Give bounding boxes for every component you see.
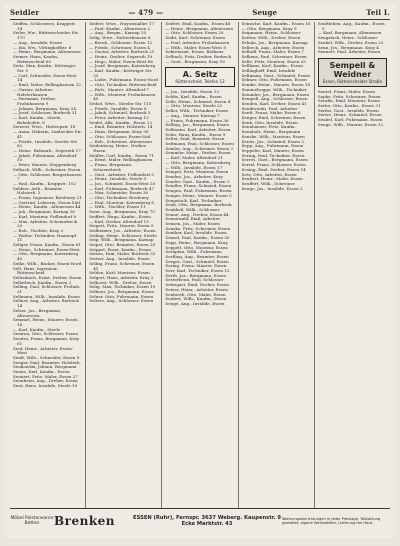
directory-entry: Seiffert, Hugo, Kaufm., Essen bbox=[89, 213, 151, 219]
directory-entry: Senftleben, Aug., Kaufm., Essen 9 bbox=[317, 22, 385, 31]
directory-entry: — Peter, Maurer, Stoppenberg bbox=[13, 162, 77, 168]
directory-entry: Seuffert, Wilh., Schreiner bbox=[241, 180, 295, 186]
directory-entry: Selle, Fritz, Monteur, Essen 25 bbox=[241, 58, 306, 64]
directory-entry: Sellenbach, Ernst, Dreher, Essen bbox=[13, 274, 82, 280]
column-3 bbox=[162, 22, 238, 509]
directory-entry: Serbe, Otto, Kaufm., Essen 31 bbox=[317, 103, 381, 109]
directory-entry: Serr, Karl, Techniker, Essen 12 bbox=[165, 268, 230, 274]
directory-entry: Sertel, Franz, Schlosser, Essen bbox=[241, 162, 306, 168]
directory-entry: Sensen, Jos., Maler, Essen bbox=[165, 221, 220, 227]
directory-entry: Sentis, Jos., Schmied, Essen 2 bbox=[241, 138, 304, 144]
directory-entry: Senger, Heinr., Maurer, Essen 5 bbox=[165, 192, 232, 198]
directory-entry: Selhoff, Franz, Maler, Essen 7 bbox=[241, 49, 304, 55]
directory-entry: Seibel, Wwe., Steeler Str. 115 bbox=[89, 100, 152, 106]
directory-entry: — Otto, Bergmann, Katernberg bbox=[165, 159, 231, 165]
directory-entry: — Franz, Ingenieur, Bredeney 21 bbox=[13, 195, 82, 201]
directory-entry: Senf, Heinr., Arbeiter, Essen-West bbox=[13, 345, 74, 356]
directory-entry: Semmler, Heinr., Dreher, Essen bbox=[165, 150, 231, 156]
directory-entry: Sennholz, Heinr., Bergmann bbox=[241, 129, 301, 135]
directory-entry: Seller, Wilh., Techniker, Essen bbox=[165, 108, 229, 114]
directory-entry: — Hermann, Dreher, Frohnhausen 9 bbox=[13, 96, 57, 106]
header-rule bbox=[10, 19, 390, 20]
directory-entry: Sentel, Franz, Maler, Essen bbox=[317, 88, 376, 94]
directory-entry: — Heinr., Bergmann, Altenessen bbox=[13, 49, 81, 55]
directory-entry: — Heinr., Schreiner, Essen-West bbox=[13, 246, 80, 252]
directory-entry: Selders, Arth., Beamter, Holsterh. 3 bbox=[13, 185, 63, 196]
directory-entry: Seifert, Emil, Kaufm., Essen 48 bbox=[165, 22, 231, 26]
directory-entry: Sendrowski, Paul, Arbeiter bbox=[241, 105, 298, 111]
directory-entry: — Otto, Monteur, Steele 22 bbox=[165, 103, 223, 109]
directory-entry: — Gust., Arbeiter, Frillendorf 3 bbox=[89, 171, 154, 177]
directory-entry: Serwe, Heinr., Schmied, Essen bbox=[317, 112, 382, 118]
directory-entry: — Otto, Schlosser, Bergerhausen 7 bbox=[13, 171, 82, 182]
directory-entry: Serres, Gust., Bergmann, Essen bbox=[241, 157, 308, 163]
directory-entry: — Wilh., Monteur, Frohnhausen 40 bbox=[89, 91, 156, 102]
directory-entry: Semrau, Otto, Schlosser, Essen bbox=[13, 331, 78, 337]
directory-entry: — Heinr., Invalide, Steele 9 bbox=[89, 176, 147, 182]
directory-entry: Serfas, Gust., Invalide, Essen bbox=[317, 107, 379, 113]
directory-entry: Sellerbeck, Kaufm., Essen 2 bbox=[13, 279, 72, 285]
directory-entry: Sengstock, Karl, Techniker bbox=[165, 197, 222, 203]
directory-entry: Seuge, Aug., Invalide, Essen bbox=[165, 300, 225, 306]
directory-entry: Seppelt, Otto, Monteur, Essen bbox=[165, 244, 228, 250]
directory-entry: Senkbeil, Wilh., Schlosser bbox=[165, 206, 220, 212]
advert-line: Rüttenscheid, Telefon 12 bbox=[175, 79, 225, 85]
directory-entry: Sellmer, Jos., Bergmann, Essen bbox=[89, 289, 155, 295]
directory-entry: — Rob., Tischler, Kray 3 bbox=[13, 227, 64, 233]
header-part-label: Teil I. bbox=[366, 8, 390, 17]
directory-entry: Selm, Hans, Kaufm., Essen 9 bbox=[165, 131, 226, 137]
directory-entry: Sepp, Heinr., Bergmann, Kray bbox=[165, 239, 228, 245]
directory-entry: Sender, Gust., Kaufm., Essen 3 bbox=[165, 178, 230, 184]
directory-entry: Sesterhenn, Paul, Schlosser bbox=[165, 277, 224, 283]
directory-entry: Selters, Aug., Schlosser, Essen bbox=[89, 298, 154, 304]
directory-entry: — Jakob, Fuhrmann, Altendorf 55 bbox=[13, 152, 77, 163]
directory-entry: — Max, Arbeiter, Schonnebeck 29 bbox=[13, 218, 78, 229]
directory-entry: — Rich., Maurer, Altendorf 7 bbox=[89, 86, 150, 92]
directory-entry: Selmer, Otto, Fuhrmann, Essen bbox=[241, 77, 307, 83]
directory-entry: Sennert, Fritz, Maler, Essen 27 bbox=[13, 373, 78, 379]
directory-entry: Seiler, Ww., Rüttenscheider Str. 170 bbox=[13, 30, 79, 41]
directory-entry: Seinsche, Karl, Kaufm., Essen 16 bbox=[241, 22, 311, 26]
directory-entry: Selig, Max, Techniker, Essen 19 bbox=[89, 284, 156, 290]
directory-entry: Seidler, Carl, Kaufm., Essen 71 bbox=[89, 152, 154, 158]
directory-entry: — Jos., Schmied, Essen-West 20 bbox=[89, 180, 156, 186]
directory-entry: Seuge, Wilh., Maurer, Essen 12 bbox=[317, 121, 384, 127]
directory-entry: Sellhaus, Karl, Kaufm., Essen bbox=[241, 63, 303, 69]
directory-entry: Setzer, Heinr., Arbeiter, Essen bbox=[165, 286, 229, 292]
footer-left-text: Möbel Polsterwaren Betten bbox=[10, 516, 54, 526]
directory-entry: — Emil, Maler, Rellinghausen 12 bbox=[13, 82, 82, 88]
directory-entry: Serafin, Emil, Monteur, Essen bbox=[317, 98, 380, 104]
directory-entry: Seubert, Heinr., Maler, Essen bbox=[241, 176, 303, 182]
directory-entry: Sering, Paul, Techniker, Essen bbox=[241, 152, 305, 158]
directory-entry: — Max, Schneider, Essen 30 bbox=[89, 190, 149, 196]
page-footer-advert bbox=[10, 508, 390, 533]
directory-entry: Senzel, Paul, Kaufm., Essen 30 bbox=[165, 235, 230, 241]
directory-columns bbox=[10, 22, 390, 509]
directory-entry: Selle, Heinr., Schmied, Essen 4 bbox=[165, 98, 231, 104]
directory-entry: Senn, Jos., Bergmann, Kray 4 bbox=[317, 44, 379, 50]
directory-entry: Seubel, Karl, Fuhrmann, Essen bbox=[317, 117, 383, 123]
directory-entry: Sering, Franz, Maurer, Essen bbox=[165, 263, 227, 269]
advert-line: Essen, Rüttenscheider Straße bbox=[322, 78, 382, 84]
directory-entry: Selbeck, Aug., Arbeiter, Essen bbox=[241, 44, 305, 50]
directory-entry: Seiwert, Wwe., Huttropstr. 18 bbox=[13, 124, 76, 130]
directory-entry: — Friedr., Invalide, Essen 8 bbox=[89, 105, 147, 111]
directory-entry: — Joh., Bergmann, Karnap 16 bbox=[13, 209, 75, 215]
directory-entry: — Aug., Bergm., Karnap 35 bbox=[89, 30, 147, 36]
directory-entry: Selling, Jos., Bergmann, Essen bbox=[165, 122, 229, 128]
directory-entry: Senkel, Wilh., Dreher, Essen 23 bbox=[317, 39, 384, 45]
directory-entry: Seuge, Jos., Invalide, Essen 3 bbox=[241, 185, 303, 191]
directory-entry: — Rob., Schreiner, Altenessen bbox=[89, 138, 152, 144]
directory-entry: — Josef, Bergmann, Katernberg bbox=[89, 63, 156, 69]
directory-entry: Senk, Otto, Invalide, Essen bbox=[241, 119, 298, 125]
directory-entry: — Carl, Schneider, Essen-West 14 bbox=[13, 72, 77, 83]
directory-entry: — Gertrud, Lehrerin, Essen-Süd bbox=[13, 199, 80, 205]
directory-entry: Selbig, Franz, Schreiner, Essen 41 bbox=[89, 260, 155, 271]
directory-entry: — Paul, Arbeiter, Frohnhausen bbox=[165, 39, 230, 45]
directory-entry: Selke, Wilh., Bäcker, Essen-Nord bbox=[13, 260, 82, 266]
directory-entry: — Peter, Arbeiter, Karnap 12 bbox=[89, 115, 149, 121]
directory-entry: Sellmann, Gust., Schmied, Essen bbox=[241, 72, 311, 78]
directory-entry: Sengen, Paul, Fuhrmann, Essen bbox=[165, 188, 232, 194]
directory-entry: Senk, Otto, Bergmann, Borbeck bbox=[165, 202, 232, 208]
directory-entry: Sengstack, Heinr., Schlosser bbox=[317, 35, 378, 41]
directory-entry: Seraphin, Wilh., Fuhrmann bbox=[165, 249, 222, 255]
directory-entry: Selbach, Wilh., Schreiner, Essen bbox=[13, 166, 81, 172]
directory-entry: Seitz, Max, Kaufm., Kettwiger Str. 5 bbox=[13, 63, 76, 74]
directory-entry: Sennhenn, Aug., Dreher, Essen bbox=[13, 378, 78, 384]
directory-entry: Seuberth, Otto, Maler, Essen bbox=[165, 291, 226, 297]
directory-entry: Seigert, Fritz, Maurer, Essen 5 bbox=[89, 223, 154, 229]
directory-entry: — Bernh., Schlosser, Essen 12 bbox=[89, 39, 153, 45]
directory-entry: Sepke, Fritz, Schreiner, Essen bbox=[317, 93, 381, 99]
advert-title: A. Seitz bbox=[182, 70, 218, 80]
directory-entry: — Karl, Maler, Altendorf 21 bbox=[165, 155, 223, 161]
directory-entry: — Karl, Kaufm., Kettwiger Str. 33 bbox=[89, 68, 153, 78]
page-header bbox=[10, 7, 390, 18]
directory-entry: — Karl, Fuhrmann, Borbeck 47 bbox=[89, 185, 154, 191]
directory-entry: Senger, Paul, Beamter, Holsterh. bbox=[13, 359, 81, 365]
directory-entry: Seimer, Hans, Kaufm., Rüttenscheid 60 bbox=[13, 53, 60, 64]
directory-entry: — Otto, Techniker, Bredeney bbox=[89, 195, 149, 201]
directory-entry: — Otto, Schlosser, Essen-Süd bbox=[89, 133, 151, 139]
directory-entry: Sennewald, Emil, Arbeiter bbox=[165, 216, 221, 222]
directory-entry: Seiling, Heinr., Schlosser, Steele bbox=[89, 232, 157, 238]
directory-entry: — Otto, Schlosser, Essen 20 bbox=[165, 30, 224, 36]
directory-entry: Sekretariat, Essen, Rathaus bbox=[165, 49, 224, 55]
directory-entry: — Gustav, Arbeiter, Holsterhausen bbox=[13, 86, 54, 97]
directory-entry: — Friedr., Schreiner, Essen 4 bbox=[89, 44, 150, 50]
directory-entry: — Paul, Monteur, Katernberg 6 bbox=[89, 199, 154, 205]
directory-entry: Sendler, Franz, Schmied, Essen bbox=[165, 183, 232, 189]
directory-entry: Seifert, Wwe., Huyssenallee 17 bbox=[89, 22, 155, 26]
directory-entry: Sepp, Aug., Fuhrmann, Essen bbox=[241, 143, 304, 149]
directory-entry: Sellinghoff, Emil, Invalide bbox=[241, 68, 296, 74]
directory-entry: Sempel, Fritz, Monteur, Essen bbox=[165, 169, 229, 175]
directory-entry: Seibt, Karl, Schreiner, Essen bbox=[165, 35, 226, 41]
directory-entry: Semmel, Heinr., Maurer, Essen 18 bbox=[13, 317, 78, 327]
directory-entry: Seilheimer, Jos., Arbeiter, Essen bbox=[89, 227, 156, 233]
directory-entry: Seldis, Karl, Kaufm., Essen bbox=[165, 94, 222, 100]
directory-entry: Seufert, Wilh., Kaufm., Essen bbox=[165, 296, 227, 302]
directory-entry: Sell, Hans, Ingenieur, Rüttenscheid bbox=[13, 265, 58, 276]
directory-entry: Selhorst, Wilh., Dreher, Essen bbox=[89, 279, 152, 285]
directory-entry: Seisen, Paul, Maler, Borbeck 33 bbox=[89, 251, 156, 257]
directory-entry: Selling, Paul, Schlosser, Frohnh. 31 bbox=[13, 284, 81, 295]
directory-entry: Serth, Jos., Bergmann, Essen bbox=[165, 272, 227, 278]
directory-entry: Serfling, Aug., Beamter, Essen bbox=[165, 253, 229, 259]
directory-entry: — Wilh., Invalide, Essen 17 bbox=[165, 164, 223, 170]
directory-entry: Sendes, Franz, Bergmann, Kray 61 bbox=[13, 336, 80, 346]
directory-entry: Sellmann, Karl, Arbeiter, Essen bbox=[165, 126, 231, 132]
column-4 bbox=[239, 22, 315, 509]
directory-entry: Sesing, Emil, Dreher, Essen 14 bbox=[241, 166, 306, 172]
advert-title: Sempell & Weidner bbox=[329, 60, 376, 79]
directory-entry: — Aug., Maurer, Karnap 7 bbox=[165, 112, 220, 118]
directory-entry: Senske, Wilh., Monteur, Essen bbox=[241, 133, 305, 139]
directory-page bbox=[4, 4, 396, 538]
directory-entry: Senkowski, Johann, Bergmann bbox=[13, 364, 77, 370]
directory-entry: — Johann, Bergmann, Kray 24 bbox=[13, 105, 76, 111]
directory-entry: Seip, Wilh., Bergmann, Karnap bbox=[89, 237, 154, 243]
directory-entry: — Franz, Bergmann, Schonnebeck bbox=[89, 162, 133, 172]
directory-entry: Selkens, Paul, Schreiner, Essen bbox=[241, 53, 307, 59]
directory-entry: — Heinr., Bahnarb., Segeroth 17 bbox=[13, 147, 81, 153]
directory-entry: Seitter, Wilh., Dreher, Essen bbox=[241, 35, 301, 41]
directory-entry: Seiffen, Schlosserei, Kruppstr. 14 bbox=[13, 22, 76, 31]
directory-entry: Settegast, Emil, Dreher, Essen bbox=[165, 282, 229, 288]
directory-entry: — Heinr., Kaufm., Altenessen 44 bbox=[13, 204, 81, 210]
directory-entry: — Paul, Kaufm., Altenessen 2 bbox=[89, 25, 151, 31]
directory-entry: Semmelrogge, Wilh., Techniker bbox=[241, 86, 307, 92]
directory-entry: — Anna, Näherin, Limbecker Str. 41 bbox=[13, 129, 82, 139]
directory-entry: Sent, Hans, Invalide, Steele 10 bbox=[13, 383, 78, 389]
advert-box-seitz bbox=[165, 67, 234, 87]
directory-entry: Senden, Karl, Dreher, Essen 41 bbox=[241, 100, 307, 106]
directory-entry: — Heinr., Dreher, Segeroth 19 bbox=[89, 53, 153, 59]
directory-entry: — Ludw., Fuhrmann, Essen-Nord bbox=[89, 77, 159, 83]
column-5 bbox=[315, 22, 390, 509]
footer-brand: Brenken bbox=[54, 514, 115, 528]
directory-entry: Sekula, Jos., Bergmann, Karnap bbox=[241, 39, 308, 45]
directory-entry: Seipel, Otto, Beamter, Essen 28 bbox=[89, 242, 156, 248]
directory-entry: Semmler, Jos., Bergmann, Essen bbox=[241, 91, 310, 97]
directory-entry: — Jos., Invalide, Essen 13 bbox=[165, 89, 219, 95]
directory-entry: Sellmann, Wilh., Invalide, Essen bbox=[13, 293, 80, 299]
directory-entry: Sentker, Karl, Invalide, Essen bbox=[165, 230, 227, 236]
advert-box-sempell bbox=[318, 58, 387, 87]
directory-entry: Selter, Emil, Beamter, Essen bbox=[165, 136, 225, 142]
directory-entry: Seppeler, Karl, Maurer, Essen bbox=[241, 147, 304, 153]
directory-entry: Seier, Aug., Bergmann, Kray 70 bbox=[89, 209, 155, 215]
column-2 bbox=[86, 22, 162, 509]
directory-entry: Setz, Otto, Arbeiter, Essen bbox=[241, 171, 297, 177]
directory-entry: Senger, Emil, Schreiner, Essen bbox=[241, 115, 306, 121]
directory-entry: — Karl, Bergmann, Altenessen bbox=[317, 30, 382, 36]
directory-entry: — Karl, Monteur, Frillendorf 8 bbox=[13, 213, 77, 219]
directory-entry: — Aug., Invalide, Essen bbox=[13, 39, 63, 45]
directory-entry: — Otto, Techniker, Rüttenscheid bbox=[89, 82, 157, 88]
header-right-keyword: Seuge bbox=[252, 8, 278, 17]
directory-entry: — Heinr., Bergmann, Altenessen bbox=[165, 25, 234, 31]
directory-entry: — Otto, Bergmann, Kray 9 bbox=[241, 25, 297, 31]
directory-entry: Selig, Wwe., Holsterhausen 8 bbox=[89, 35, 151, 41]
directory-entry: Semke, Heinr., Maurer, Essen 18 bbox=[241, 82, 311, 88]
directory-entry: — Gustav, Arbeiter, Borbeck 21 bbox=[89, 49, 155, 55]
directory-entry: — Ida, Ww., Vittinghoffstr. 8 bbox=[13, 44, 72, 50]
directory-entry: — Friedr., Invalide, Steeler Str. 82 bbox=[13, 138, 78, 149]
directory-entry: Senne, Aug., Dreher, Essen 44 bbox=[165, 211, 229, 217]
directory-entry: Semler, Aug., Schreiner, Essen 2 bbox=[165, 145, 234, 151]
header-left-keyword: Seidler bbox=[10, 8, 40, 17]
directory-entry: Sennhauser, Fritz, Kaufm. bbox=[241, 124, 296, 130]
directory-entry: Senft, Franz, Maler, Essen 6 bbox=[241, 110, 301, 116]
directory-entry: — Karl, Kaufm., Steele, Bahnhofstr. 6 bbox=[13, 115, 62, 125]
directory-entry: Selbach, Fritz, Dreher, Borbeck bbox=[165, 53, 232, 59]
header-page-number: — 479 — bbox=[128, 8, 164, 17]
directory-entry: Seltmann, Paul, Schlosser, Essen bbox=[165, 141, 234, 147]
column-1 bbox=[10, 22, 86, 509]
directory-entry: — Hans, Bergmann, Kray 38 bbox=[89, 129, 149, 135]
directory-entry: Senden, Jos., Arbeiter, Kray bbox=[165, 173, 223, 179]
directory-entry: Selner, Otto, Fuhrmann, Essen bbox=[89, 293, 154, 299]
directory-entry: — Karl, Dreher, Altendorf 15 bbox=[89, 218, 149, 224]
directory-entry: Seidel, Alfr., Kaufm., Essen 22 bbox=[89, 119, 153, 125]
footer-address: ESSEN (Ruhr), Fernspr. 3637 Weberg. Kaupenstr. 9 Ecke Marktstr. 43 bbox=[133, 515, 281, 527]
directory-entry: Seippel, Ernst, Kaufm., Essen bbox=[89, 246, 151, 252]
directory-entry: — Jakob, Schmied, Borbeck 5 bbox=[89, 110, 151, 116]
directory-entry: Seidenberg, Heinr., Dreher, Essen bbox=[89, 143, 147, 153]
footer-right-text: Wohnungseinrichtungen in jeder Preislage, Teilzahlung gestattet, eigene Werkstätten, Lieferung frei Haus bbox=[282, 516, 381, 525]
directory-entry: Senne, Karl, Kaufm., Essen bbox=[13, 369, 70, 375]
directory-entry: Seipmann, Heinr., Schlosser bbox=[241, 30, 301, 36]
directory-entry: — Karl, Kaufm., Steele bbox=[13, 326, 61, 332]
directory-entry: Senske, Fritz, Schreiner, Essen bbox=[165, 225, 231, 231]
directory-entry: Selden, Karl, Monteur, Essen bbox=[89, 270, 150, 276]
directory-entry: Sellner, Aug., Arbeiter, Borbeck 14 bbox=[13, 298, 79, 309]
directory-entry: — Josef, Schlosser, Borbeck 31 bbox=[13, 110, 77, 116]
directory-entry: Sennert, Paul, Arbeiter, Essen bbox=[317, 49, 381, 55]
directory-entry: — Emil, Beamter, Holsterh. 14 bbox=[89, 124, 153, 130]
directory-entry: — Otto, Bergmann, Katernberg 40 bbox=[13, 251, 79, 262]
directory-entry: Sempell, Aug., Schlosser, Essen bbox=[241, 96, 308, 102]
directory-entry: — Ernst, Maler, Rellinghausen bbox=[89, 157, 153, 163]
directory-entry: — Paul, Kaufm., Kruppstr. 102 bbox=[13, 180, 76, 186]
directory-entry: Selgert, Hans, Arbeiter, Kray 2 bbox=[89, 274, 154, 280]
directory-entry: — Hugo, Maler, Essen-West 66 bbox=[89, 58, 153, 64]
directory-entry: — Wilh., Tischler, Essen 11 bbox=[89, 204, 146, 210]
directory-entry: — Gust., Bergmann, Kray 16 bbox=[165, 58, 225, 64]
directory-entry: — Walter, Techniker, Haarzopf 11 bbox=[13, 232, 77, 243]
directory-entry: Senft, Wilh., Schneider, Essen 9 bbox=[13, 354, 80, 360]
directory-entry: Selzer, Jos., Bergmann, Altenessen bbox=[13, 307, 62, 318]
directory-entry: Seliger, Franz, Kaufm., Essen 61 bbox=[13, 242, 81, 248]
directory-entry: — Wilh., Maler, Essen-West 8 bbox=[165, 44, 226, 50]
directory-entry: Seitzer, Aug., Invalide, Essen bbox=[89, 256, 150, 262]
directory-entry: Serges, Gust., Schmied, Essen bbox=[165, 258, 229, 264]
directory-entry: — Franz, Fuhrmann, Essen 36 bbox=[165, 117, 229, 123]
